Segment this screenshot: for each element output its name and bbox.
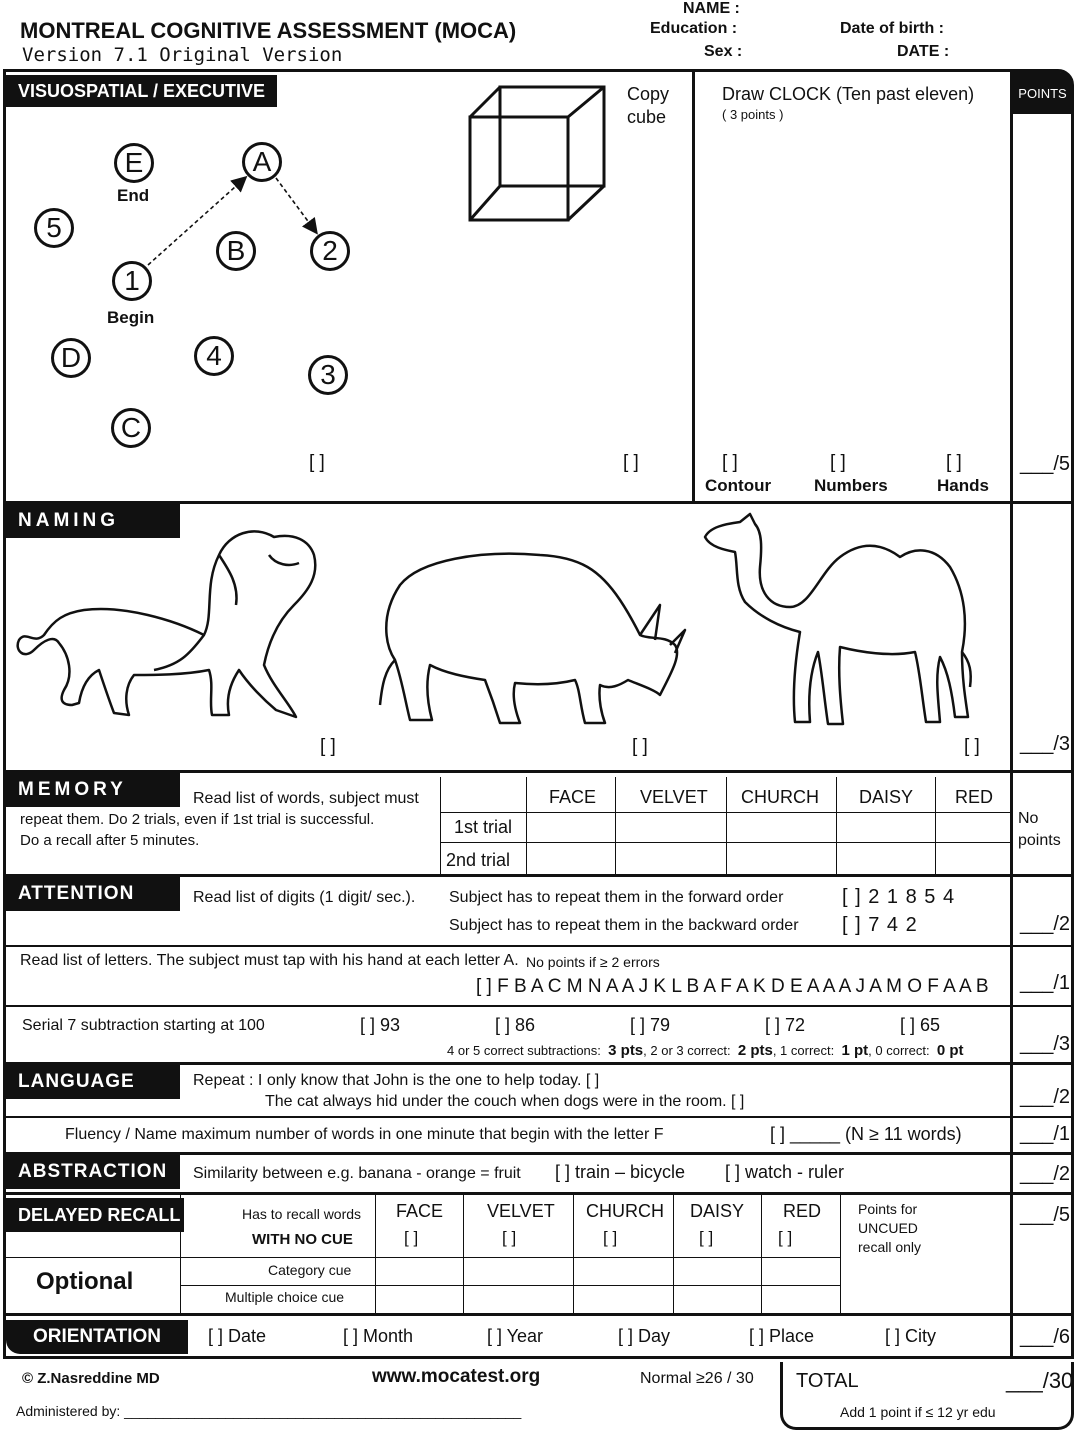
form-title: MONTREAL COGNITIVE ASSESSMENT (MOCA) <box>20 18 517 43</box>
no-points-label-2: points <box>1018 832 1061 849</box>
trail-node-5: 5 <box>34 208 74 248</box>
visuospatial-score[interactable]: ___/5 <box>1020 453 1071 475</box>
copy-label: Copy <box>627 84 670 104</box>
memory-word-face: FACE <box>549 787 597 807</box>
uncued-note-1: Points for <box>858 1201 918 1217</box>
education-label: Education : <box>650 20 738 37</box>
divider-letters <box>4 945 1073 947</box>
clock-instruction: Draw CLOCK (Ten past eleven) <box>722 84 975 104</box>
recall-grid-line <box>180 1195 181 1313</box>
digits-score[interactable]: ___/2 <box>1020 913 1071 935</box>
memory-grid-line <box>440 777 441 874</box>
delayed-recall-header: DELAYED RECALL <box>6 1198 184 1232</box>
serial-72[interactable]: [ ] 72 <box>765 1015 806 1035</box>
points-column-divider <box>1010 70 1013 1358</box>
uncued-note-2: UNCUED <box>858 1220 918 1236</box>
memory-instruction-2: repeat them. Do 2 trials, even if 1st trial is successful. <box>20 811 375 828</box>
memory-word-velvet: VELVET <box>640 787 708 807</box>
letters-instruction: Read list of letters. The subject must tap with his hand at each letter A. <box>20 952 519 969</box>
trail-node-4: 4 <box>194 336 234 376</box>
total-score[interactable]: ___/30 <box>1006 1368 1074 1393</box>
memory-grid-line <box>440 842 1010 843</box>
copyright: © Z.Nasreddine MD <box>22 1370 160 1387</box>
numbers-bracket[interactable]: [ ] <box>830 452 846 473</box>
contour-bracket[interactable]: [ ] <box>722 452 738 473</box>
serial-note-part: , 0 correct: <box>868 1043 930 1058</box>
orientation-score[interactable]: ___/6 <box>1020 1326 1071 1348</box>
abstraction-instruction: Similarity between e.g. banana - orange = fruit <box>193 1165 521 1182</box>
letters-sequence[interactable]: [ ] F B A C M N A A J K L B A F A K D E A A A J A M O F A A B <box>476 976 989 997</box>
name-label: NAME : <box>683 0 740 17</box>
date-label: DATE : <box>897 43 950 60</box>
serial-65[interactable]: [ ] 65 <box>900 1015 941 1035</box>
memory-grid-line <box>440 812 1010 813</box>
recall-grid-line <box>673 1195 674 1313</box>
no-points-label-1: No <box>1018 810 1039 827</box>
memory-grid-line <box>935 777 936 874</box>
trail-node-b: B <box>216 231 256 271</box>
orientation-year[interactable]: [ ] Year <box>487 1326 544 1346</box>
serial-79[interactable]: [ ] 79 <box>630 1015 671 1035</box>
divider-serial <box>4 1005 1073 1007</box>
recall-grid-line <box>573 1195 574 1313</box>
trail-arrows <box>0 0 700 480</box>
recall-instruction-2: WITH NO CUE <box>252 1231 353 1248</box>
category-cue-label: Category cue <box>268 1262 352 1278</box>
hands-label: Hands <box>937 476 989 495</box>
sex-label: Sex : <box>704 43 743 60</box>
contour-label: Contour <box>705 476 772 495</box>
trail-node-d: D <box>51 338 91 378</box>
forward-digits[interactable]: [ ] 2 1 8 5 4 <box>842 886 956 908</box>
memory-instruction-3: Do a recall after 5 minutes. <box>20 832 200 849</box>
education-adjustment: Add 1 point if ≤ 12 yr edu <box>840 1404 996 1420</box>
lion-bracket[interactable]: [ ] <box>320 736 336 757</box>
memory-instruction-1: Read list of words, subject must <box>193 790 419 807</box>
begin-label: Begin <box>107 308 155 327</box>
trail-node-e: E <box>114 143 154 183</box>
backward-instruction: Subject has to repeat them in the backward order <box>449 917 799 934</box>
abstraction-score[interactable]: ___/2 <box>1020 1163 1071 1185</box>
repeat-sentence-2[interactable]: The cat always hid under the couch when dogs were in the room. [ ] <box>265 1093 745 1110</box>
serial-93[interactable]: [ ] 93 <box>360 1015 401 1035</box>
numbers-label: Numbers <box>814 476 888 495</box>
serial-note-part: 2 pts <box>737 1042 773 1059</box>
naming-score[interactable]: ___/3 <box>1020 733 1071 755</box>
recall-grid-line <box>375 1195 376 1313</box>
recall-grid-line <box>4 1257 840 1258</box>
memory-header: MEMORY <box>6 773 180 807</box>
recall-word-red: RED <box>783 1201 822 1221</box>
letters-note: No points if ≥ 2 errors <box>526 954 660 970</box>
fluency-score[interactable]: ___/1 <box>1020 1123 1071 1145</box>
recall-face-bracket[interactable]: [ ] <box>404 1228 419 1247</box>
recall-word-face: FACE <box>396 1201 444 1221</box>
watch-ruler-item[interactable]: [ ] watch - ruler <box>725 1162 845 1182</box>
clock-points-note: ( 3 points ) <box>722 107 784 122</box>
optional-label: Optional <box>36 1268 134 1295</box>
administered-by[interactable]: Administered by: ___________________________________________________ <box>16 1403 522 1419</box>
serial-note-part: , 2 or 3 correct: <box>643 1043 731 1058</box>
cube-label: cube <box>627 107 667 127</box>
repeat-sentence-1[interactable]: Repeat : I only know that John is the one to help today. [ ] <box>193 1072 600 1089</box>
recall-word-daisy: DAISY <box>690 1201 745 1221</box>
abstraction-header: ABSTRACTION <box>6 1155 180 1189</box>
serial-instruction: Serial 7 subtraction starting at 100 <box>22 1017 265 1034</box>
recall-grid-line <box>840 1195 841 1313</box>
orientation-header: ORIENTATION <box>6 1320 188 1354</box>
train-bicycle-item[interactable]: [ ] train – bicycle <box>555 1162 686 1182</box>
letters-score[interactable]: ___/1 <box>1020 972 1071 994</box>
visuospatial-header: VISUOSPATIAL / EXECUTIVE <box>6 75 277 107</box>
forward-instruction: Subject has to repeat them in the forward order <box>449 889 784 906</box>
recall-grid-line <box>761 1195 762 1313</box>
normal-range: Normal ≥26 / 30 <box>640 1370 754 1387</box>
trail-node-a: A <box>242 142 282 182</box>
trail-node-c: C <box>111 408 151 448</box>
language-header: LANGUAGE <box>6 1065 180 1099</box>
orientation-place[interactable]: [ ] Place <box>749 1326 815 1346</box>
serial-note-part: 1 pt <box>841 1042 869 1059</box>
end-label: End <box>117 186 150 205</box>
divider-orientation <box>4 1313 1073 1316</box>
multiple-choice-cue-label: Multiple choice cue <box>225 1289 345 1305</box>
total-label: TOTAL <box>796 1370 859 1392</box>
cube-score-bracket[interactable]: [ ] <box>623 452 639 473</box>
recall-grid-line <box>463 1195 464 1313</box>
attention-header: ATTENTION <box>6 877 180 911</box>
cube-drawing <box>460 80 620 230</box>
uncued-note-3: recall only <box>858 1239 922 1255</box>
serial-note-part: 3 pts <box>608 1042 644 1059</box>
memory-word-red: RED <box>955 787 994 807</box>
orientation-month[interactable]: [ ] Month <box>343 1326 414 1346</box>
recall-church-bracket[interactable]: [ ] <box>603 1228 618 1247</box>
serial-86[interactable]: [ ] 86 <box>495 1015 536 1035</box>
hands-bracket[interactable]: [ ] <box>946 452 962 473</box>
recall-grid-line <box>180 1285 840 1286</box>
website-link[interactable]: www.mocatest.org <box>372 1366 541 1387</box>
trail-node-1: 1 <box>112 261 152 301</box>
memory-grid-line <box>526 777 527 874</box>
naming-header: NAMING <box>6 504 180 538</box>
fluency-instruction: Fluency / Name maximum number of words in one minute that begin with the letter F <box>65 1126 664 1143</box>
form-version: Version 7.1 Original Version <box>22 44 343 66</box>
first-trial-label: 1st trial <box>454 817 513 837</box>
divider-recall <box>4 1192 1073 1195</box>
orientation-date[interactable]: [ ] Date <box>208 1326 267 1346</box>
memory-grid-line <box>615 777 616 874</box>
recall-word-church: CHURCH <box>586 1201 664 1221</box>
orientation-day[interactable]: [ ] Day <box>618 1326 671 1346</box>
serial-score[interactable]: ___/3 <box>1020 1033 1071 1055</box>
date-of-birth-label: Date of birth : <box>840 20 944 37</box>
trail-score-bracket[interactable]: [ ] <box>309 452 325 473</box>
orientation-city[interactable]: [ ] City <box>885 1326 937 1346</box>
camel-drawing <box>700 512 980 730</box>
memory-word-church: CHURCH <box>741 787 819 807</box>
serial-scoring-note <box>447 1042 963 1059</box>
serial-note-part: 0 pt <box>936 1042 964 1059</box>
lion-drawing <box>14 525 324 730</box>
backward-digits[interactable]: [ ] 7 4 2 <box>842 914 918 936</box>
divider-fluency <box>4 1116 1073 1118</box>
second-trial-label: 2nd trial <box>446 850 511 870</box>
memory-grid-line <box>836 777 837 874</box>
trail-node-3: 3 <box>308 355 348 395</box>
recall-red-bracket[interactable]: [ ] <box>778 1228 793 1247</box>
memory-grid-line <box>726 777 727 874</box>
serial-note-part: , 1 correct: <box>772 1043 835 1058</box>
digits-instruction: Read list of digits (1 digit/ sec.). <box>193 889 416 906</box>
trail-node-2: 2 <box>310 231 350 271</box>
recall-instruction-1: Has to recall words <box>242 1206 362 1222</box>
rhinoceros-drawing <box>370 545 690 730</box>
rhino-bracket[interactable]: [ ] <box>632 736 648 757</box>
repeat-score[interactable]: ___/2 <box>1020 1086 1071 1108</box>
recall-daisy-bracket[interactable]: [ ] <box>699 1228 714 1247</box>
camel-bracket[interactable]: [ ] <box>964 736 980 757</box>
arrow-a-to-2 <box>276 178 316 232</box>
delayed-recall-score[interactable]: ___/5 <box>1020 1204 1071 1226</box>
serial-note-part: 4 or 5 correct subtractions: <box>447 1043 601 1058</box>
points-header: POINTS <box>1013 72 1072 114</box>
recall-velvet-bracket[interactable]: [ ] <box>502 1228 517 1247</box>
fluency-answer[interactable]: [ ] _____ (N ≥ 11 words) <box>770 1124 962 1144</box>
recall-word-velvet: VELVET <box>487 1201 555 1221</box>
memory-word-daisy: DAISY <box>859 787 914 807</box>
